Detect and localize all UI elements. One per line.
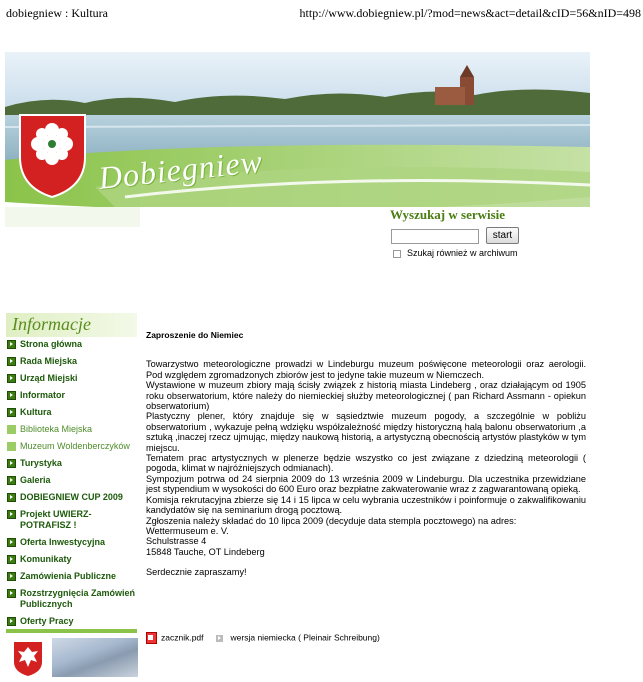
search-panel <box>390 207 590 258</box>
sidebar-item[interactable] <box>6 390 137 401</box>
print-page-url: http://www.dobiegniew.pl/?mod=news&act=detail&cID=56&nID=498 <box>299 6 641 20</box>
sidebar-item-label: Informator <box>20 390 65 400</box>
sidebar-item[interactable] <box>6 339 137 350</box>
attachments <box>146 632 380 644</box>
sidebar-item[interactable] <box>6 588 137 610</box>
arrow-bullet-icon <box>7 391 16 400</box>
sidebar-item[interactable] <box>6 424 137 435</box>
sidebar-item[interactable] <box>6 373 137 384</box>
search-row <box>391 227 591 247</box>
address-line: Wettermuseum e. V. <box>146 525 229 536</box>
search-input[interactable] <box>391 229 479 244</box>
arrow-bullet-icon <box>7 374 16 383</box>
sidebar-item-label: Turystyka <box>20 458 62 468</box>
square-bullet-icon <box>7 425 16 434</box>
arrow-bullet-icon <box>7 459 16 468</box>
arrow-icon <box>216 635 223 642</box>
sidebar-item[interactable] <box>6 616 137 627</box>
sidebar <box>6 313 137 627</box>
sidebar-item-label: Galeria <box>20 475 51 485</box>
building-photo[interactable] <box>52 638 138 677</box>
polish-eagle-emblem[interactable] <box>6 640 50 677</box>
arrow-bullet-icon <box>7 572 16 581</box>
sidebar-item[interactable] <box>6 571 137 582</box>
article-paragraph: Sympozjum potrwa od 24 sierpnia 2009 do 13 września 2009 w Lindeburgu. Dla uczestnika przewidziane jest stypendium w wysokości do 600 Euro oraz bezpłatne zakwaterowanie wraz z zagwarantowaną opieką. <box>146 473 586 495</box>
article-paragraph: Towarzystwo meteorologiczne prowadzi w Lindeburgu muzeum poświęcone meteorologii oraz aerologii. Pod względem zgromadzonych zbiorów jest to jedyne takie muzeum w Niemczech. <box>146 359 586 380</box>
archive-checkbox[interactable] <box>393 250 401 258</box>
article-title: Zaproszenie do Niemiec <box>146 330 244 340</box>
sidebar-item-label: Urząd Miejski <box>20 373 78 383</box>
sidebar-header-label: Informacje <box>12 314 91 334</box>
article-body <box>146 359 586 577</box>
sidebar-item[interactable] <box>6 407 137 418</box>
sidebar-item-label: Zamówienia Publiczne <box>20 571 117 581</box>
article-paragraph: Zgłoszenia należy składać do 10 lipca 2009 (decyduje data stempla pocztowego) na adres: <box>146 515 517 526</box>
sidebar-menu <box>6 339 137 627</box>
search-title: Wyszukaj w serwisie <box>390 207 506 222</box>
sidebar-divider <box>6 629 137 633</box>
attachment-german-link[interactable]: wersja niemiecka ( Pleinair Schreibung) <box>230 632 380 643</box>
sidebar-item[interactable] <box>6 458 137 469</box>
address-line: Schulstrasse 4 <box>146 536 207 547</box>
address-line: 15848 Tauche, OT Lindeberg <box>146 546 265 557</box>
sidebar-item-label: Rozstrzygnięcia Zamówień Publicznych <box>20 588 136 609</box>
sidebar-item[interactable] <box>6 356 137 367</box>
sidebar-item-label: Strona główna <box>20 339 83 349</box>
article <box>146 330 586 578</box>
site-banner <box>5 47 590 227</box>
arrow-bullet-icon <box>7 476 16 485</box>
sidebar-item-label: Oferty Pracy <box>20 616 74 626</box>
arrow-bullet-icon <box>7 493 16 502</box>
sidebar-item[interactable] <box>6 554 137 565</box>
arrow-bullet-icon <box>7 408 16 417</box>
sidebar-header <box>6 313 137 337</box>
sidebar-item-label: Oferta Inwestycyjna <box>20 537 106 547</box>
sidebar-item[interactable] <box>6 509 137 531</box>
sidebar-item[interactable] <box>6 475 137 486</box>
sidebar-item-label: Projekt UWIERZ- POTRAFISZ ! <box>20 509 92 530</box>
arrow-bullet-icon <box>7 589 16 598</box>
article-paragraph: Wystawione w muzeum zbiory mają ścisły związek z historią miasta Lindeberg , oraz działającym od 1905 roku obserwatorium, które należy do niemieckiej służby meteorologicznej ( pan Richard Assmann - opiekun obserwatorium) <box>146 380 586 412</box>
arrow-bullet-icon <box>7 357 16 366</box>
sidebar-item-label: Kultura <box>20 407 52 417</box>
banner-town-name: Dobiegniew <box>97 142 265 196</box>
sidebar-item-label: DOBIEGNIEW CUP 2009 <box>20 492 123 502</box>
archive-label: Szukaj również w archiwum <box>407 248 518 258</box>
pdf-icon <box>146 632 157 644</box>
print-page-title: dobiegniew : Kultura <box>6 6 108 20</box>
arrow-bullet-icon <box>7 340 16 349</box>
article-paragraph: Tematem prac artystycznych w plenerze będzie wszystko co jest związane z dziedziną meteorologii ( pogoda, klimat w najróżniejszych odmianach). <box>146 453 586 474</box>
sidebar-item-label: Komunikaty <box>20 554 72 564</box>
sidebar-item[interactable] <box>6 492 137 503</box>
sidebar-item-label: Biblioteka Miejska <box>20 424 93 434</box>
arrow-bullet-icon <box>7 510 16 519</box>
article-paragraph: Plastyczny plener, który znajduje się w sąsiedztwie muzeum pogody, a szczególnie w pobliżu obserwatorium , wykazuje pełną wdzięku współzależność między historyczną halą balonu obserwatorium ,a sztuką ,inaczej rzecz ujmując, między naukową historią, a artystyczną obecnością artystów plastyków w tym miejscu. <box>146 411 586 453</box>
archive-option[interactable] <box>393 248 518 258</box>
sidebar-item-label: Muzeum Woldenberczyków <box>20 441 130 451</box>
search-start-button[interactable]: start <box>486 227 519 244</box>
sidebar-item-label: Rada Miejska <box>20 356 78 366</box>
sidebar-item[interactable] <box>6 537 137 548</box>
article-paragraph: Komisja rekrutacyjna zbierze się 14 i 15 lipca w celu wybrania uczestników i poinformuje o zakwalifikowaniu kandydatów się na seminarium drogą pocztową. <box>146 494 586 516</box>
arrow-bullet-icon <box>7 538 16 547</box>
square-bullet-icon <box>7 442 16 451</box>
article-closing: Serdecznie zapraszamy! <box>146 567 247 578</box>
sidebar-item[interactable] <box>6 441 137 452</box>
arrow-bullet-icon <box>7 617 16 626</box>
arrow-bullet-icon <box>7 555 16 564</box>
attachment-pdf-link[interactable]: zacznik.pdf <box>161 632 204 643</box>
